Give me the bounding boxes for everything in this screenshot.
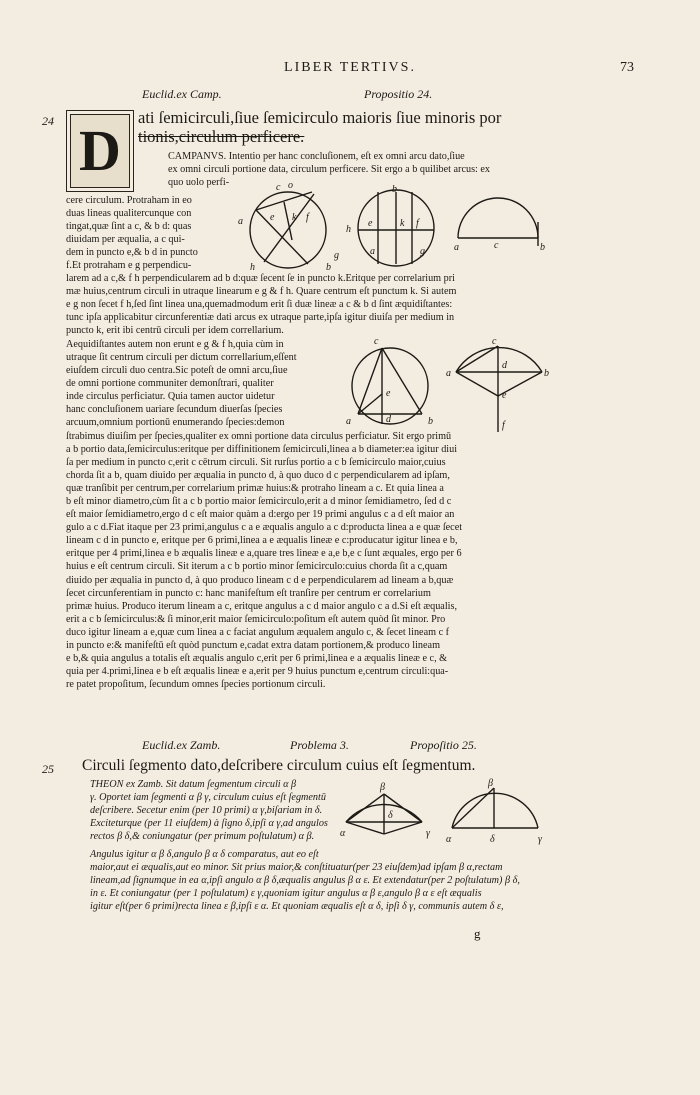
text-line: cere circulum. Protraham in eo (66, 195, 192, 206)
prop24-margin-number: 24 (42, 114, 54, 128)
text-line: gulo a c d.Fiat itaque per 23 primi,angulus c a e æqualis angulo a c d:producta linea a e quæ ſecet (66, 522, 463, 534)
text-line: dem in puncto e,& b d in puncto (66, 247, 198, 259)
fig6-label: δ (388, 810, 393, 821)
text-line: ſa per medium in puncto c,erit c cētrum circuli. Sit rurſus portio a c b ſemicirculo maior,cuius (66, 457, 446, 469)
text-line: diuidam per æqualia, a c qui- (66, 234, 185, 246)
text-line: arcuum,omnium portionū enumerando ſpecies:demon (66, 417, 285, 429)
text-line: quæ tranſibit per centrum,per correlarium primæ huius:& protraho lineam a c. Et quia linea a (66, 483, 444, 495)
text-line: f.Et protraham e g perpendicu- (66, 260, 192, 272)
prop25-title: Circuli ſegmento dato,deſcribere circulum cuius eſt ſegmentum. (82, 757, 476, 774)
text-line: hanc concluſionem uariare ſecundum diuerſas ſpecies (66, 404, 283, 416)
fig4-label: b (428, 416, 433, 427)
text-line: b eſt minor diametro,cùm ſit a c b portio maior ſemicirculo,erit a d minor ſemidiametro, ſed d c (66, 496, 452, 508)
fig7-label: δ (490, 834, 495, 845)
text-line: ſecet circunferentiam in puncto c: hanc manifeſtum eſt tranſire per centrum er correlarium (66, 587, 431, 599)
figure-4-circle-triangle (340, 334, 442, 430)
fig1-label: g (334, 250, 339, 261)
text-line: erit a c b ſemicirculus:& ſi minor,erit maior ſemicirculo:poſitum eſt autem quòd ſit minor. Pro (66, 613, 446, 625)
fig1-label: h (250, 262, 255, 273)
text-line: tingat,quæ ſint a c, & b d: quas (66, 221, 192, 233)
fig3-label: a (454, 242, 459, 252)
fig1-label: c (276, 182, 281, 193)
fig6-label: α (340, 828, 346, 839)
text-line: Exciteturque (per 11 eiuſdem) à ſigno δ,ipſi α γ,ad angulos (90, 818, 328, 830)
fig1-label: k (292, 212, 297, 223)
text-line: deſcribere. Secetur enim (per 10 primi) α γ,biſariam in δ. (90, 805, 323, 817)
text-line: in puncto e:& manifeſtū eſt quòd punctum e,cadat extra datam portionem,& produco lineam (66, 639, 440, 651)
prop25-paragraph-narrow (90, 778, 340, 843)
fig4-label: d (386, 414, 391, 425)
text-line: lineam,ad ſignumque in ea α,ipſi angulo α β δ,æqualis angulus β α ε. Et extendatur(per 2 poſtulatum) β δ, (90, 875, 520, 887)
dropcap-letter: D (79, 118, 121, 183)
fig5-label: b (544, 368, 549, 379)
fig2-label: k (400, 218, 405, 229)
text-line: quia per 4.primi,linea e b eſt æqualis lineæ e a,erit per 9 huius punctum e,centrum circuli:qua- (66, 665, 449, 677)
text-line: duco igitur lineam a e,quæ cum linea a c faciat angulum æqualem angulo c, & ſecet lineam c f (66, 626, 450, 638)
text-line: lineam c d in puncto e, eritque per 6 primi,linea a e æqualis lineæ e c:producatur igitur linea e b, (66, 535, 458, 547)
text-line: e b,& quia angulus a totalis eſt æqualis angulo c,erit per 6 primi,linea e a æqualis lineæ e c, & (66, 652, 448, 664)
prop24-paragraph-b (66, 272, 566, 337)
prop24-title-line: ati ſemicirculi,ſiue ſemicirculo maioris ſiue minoris por (138, 108, 502, 127)
text-line: diuido per æqualia in puncto d, à quo produco lineam c d e perpendicularem ad lineam a b,quæ (66, 574, 454, 586)
running-title: LIBER TERTIVS. (284, 60, 416, 75)
prop24-source: Euclid.ex Camp. (142, 87, 222, 101)
text-line: Aequidiſtantes autem non erunt e g & f h,quia cùm in (66, 339, 284, 350)
text-line: primæ huius. Produco iterum lineam a c, eritque angulus a c d maior angulo c a d.Si eſt æqualis, (66, 600, 458, 612)
fig1-label: a (238, 216, 243, 227)
figure-7-segment-right (444, 778, 550, 846)
fig4-label: e (386, 388, 391, 399)
fig6-label: β (380, 782, 385, 793)
text-line: ex omni circuli portione data, circulum perficere. Sit ergo a b quilibet arcus: ex (168, 164, 491, 176)
text-line: eritque per 4 primi,linea e b æqualis lineæ e a,quare tres lineæ e a,e b,e c ſunt æquales, ergo per 6 (66, 548, 462, 560)
text-line: e g non ſecet f h,ſed ſint linea una,quemadmodum erit ſi duæ lineæ a c & b d ſint æquidiſtantes: (66, 299, 453, 311)
prop24-number: Propositio 24. (364, 87, 433, 101)
text-line: huius e eſt centrum circuli. Sit iterum a c b portio minor ſemicirculo:cuius chorda ſit a c,quam (66, 561, 448, 573)
prop24-title-line: tionis,circulum perficere. (138, 127, 305, 146)
text-line: de omni portione communiter demonſtrari, qualiter (66, 378, 274, 390)
text-line: ſtrabimus diuiſim per ſpecies,qualiter ex omni portione data circulus perficiatur. Sit ergo primū (66, 431, 452, 442)
prop24-paragraph-c (66, 430, 566, 691)
text-line: larem ad a c,& f h perpendicularem ad b d:quæ ſecent ſe in puncto k.Eritque per correlarium pri (66, 273, 455, 284)
fig1-label: o (288, 180, 293, 191)
prop25-source: Euclid.ex Zamb. (142, 738, 221, 752)
text-line: a b portio data,ſemicirculus:eritque per diffinitionem ſemicirculi,linea a b diameter:ea igitur diui (66, 444, 458, 456)
fig6-label: γ (426, 828, 430, 839)
catchword: g (474, 926, 481, 941)
text-line: puncto k, erit ibi centrū circuli per idem correllarium. (66, 325, 284, 337)
folio-number: 73 (620, 60, 634, 75)
fig3-label: c (494, 240, 499, 251)
text-line: THEON ex Zamb. Sit datum ſegmentum circuli α β (90, 779, 297, 790)
text-line: chorda ſit a b, quam diuido per æqualia in puncto d, à quo duco d c perpendicularem ad ipſam, (66, 470, 450, 482)
fig3-label: b (540, 242, 545, 252)
fig2-label: g (420, 246, 425, 257)
dropcap-initial (66, 110, 134, 192)
fig7-label: γ (538, 834, 542, 845)
fig7-label: α (446, 834, 452, 845)
fig4-label: a (346, 416, 351, 427)
figure-1-circle-chords (236, 180, 348, 276)
fig2-label: h (346, 224, 351, 235)
text-line: maior,aut ei æqualis,aut eo minor. Sit prius maior,& conſtituatur(per 23 eiuſdem)ad ipſam β α,rectam (90, 862, 503, 874)
text-line: quo uolo perfi- (168, 177, 230, 189)
text-line: eiuſdem circuli duo centra.Sic poteſt de omni arcu,ſiue (66, 365, 288, 377)
fig5-label: e (502, 390, 507, 401)
text-line: utraque ſit centrum circuli per dictum correllarium,eſſent (66, 352, 297, 364)
figure-2-circle-grid (340, 184, 450, 270)
prop24-paragraph-b-narrow (66, 338, 346, 429)
prop25-paragraph-wide (90, 848, 570, 913)
fig2-label: b (392, 184, 397, 195)
text-line: duas lineas qualitercunque con (66, 208, 192, 220)
prop24-title (138, 108, 558, 146)
prop25-number: Propoſitio 25. (410, 738, 477, 752)
fig2-label: f (416, 218, 419, 229)
fig7-label: β (488, 778, 493, 789)
figure-5-arc-perpendicular (446, 336, 552, 436)
text-line: CAMPANVS. Intentio per hanc concluſionem, eſt ex omni arcu dato,ſiue (168, 151, 465, 162)
figure-3-semicircle (452, 186, 548, 252)
fig5-label: d (502, 360, 507, 371)
text-line: in ε. Et coniungatur (per 1 poſtulatum) ε γ,quoniam igitur angulus α β ε,angulo β α ε eſt æqualis (90, 888, 482, 900)
text-line: inde circulus perficiatur. Quia tamen auctor uidetur (66, 391, 275, 403)
fig2-label: a (370, 246, 375, 257)
text-line: tunc ipſa applicabitur circunferentiæ dati arcus ex utraque parte,ipſa igitur diuiſa per medium in (66, 312, 455, 324)
fig2-label: e (368, 218, 373, 229)
prop25-margin-number: 25 (42, 762, 54, 776)
fig5-label: c (492, 336, 497, 347)
text-line: re patet propoſitum, ſecundum omnes ſpecies portionum circuli. (66, 678, 326, 690)
fig1-label: f (306, 212, 309, 223)
prop25-problem: Problema 3. (290, 738, 349, 752)
text-line: Angulus igitur α β δ,angulo β α δ comparatus, aut eo eſt (90, 849, 319, 860)
fig5-label: f (502, 420, 505, 431)
text-line: mæ huius,centrum circuli in utraque linearum e g & f h. Quare centrum eſt punctum k. Si autem (66, 286, 457, 298)
text-line: igitur eſt(per 6 primi)recta linea ε β,ipſi ε α. Et quoniam æqualis eſt α δ, ipſi δ γ, communis autem δ ε, (90, 901, 504, 913)
fig1-label: e (270, 212, 275, 223)
fig5-label: a (446, 368, 451, 379)
fig4-label: c (374, 336, 379, 347)
text-line: rectos β δ,& coniungatur (per primum poſtulatum) α β. (90, 831, 315, 843)
figure-6-segment-kite (340, 778, 440, 846)
text-line: γ. Oportet iam ſegmenti α β γ, circulum cuius eſt ſegmentū (90, 792, 326, 804)
text-line: eſt maior ſemidiametro,ergo d c eſt maior quàm a d:ergo per 19 primi angulus c a d eſt maior an (66, 509, 455, 521)
prop24-paragraph-a-narrow (66, 194, 236, 272)
fig1-label: b (326, 262, 331, 273)
